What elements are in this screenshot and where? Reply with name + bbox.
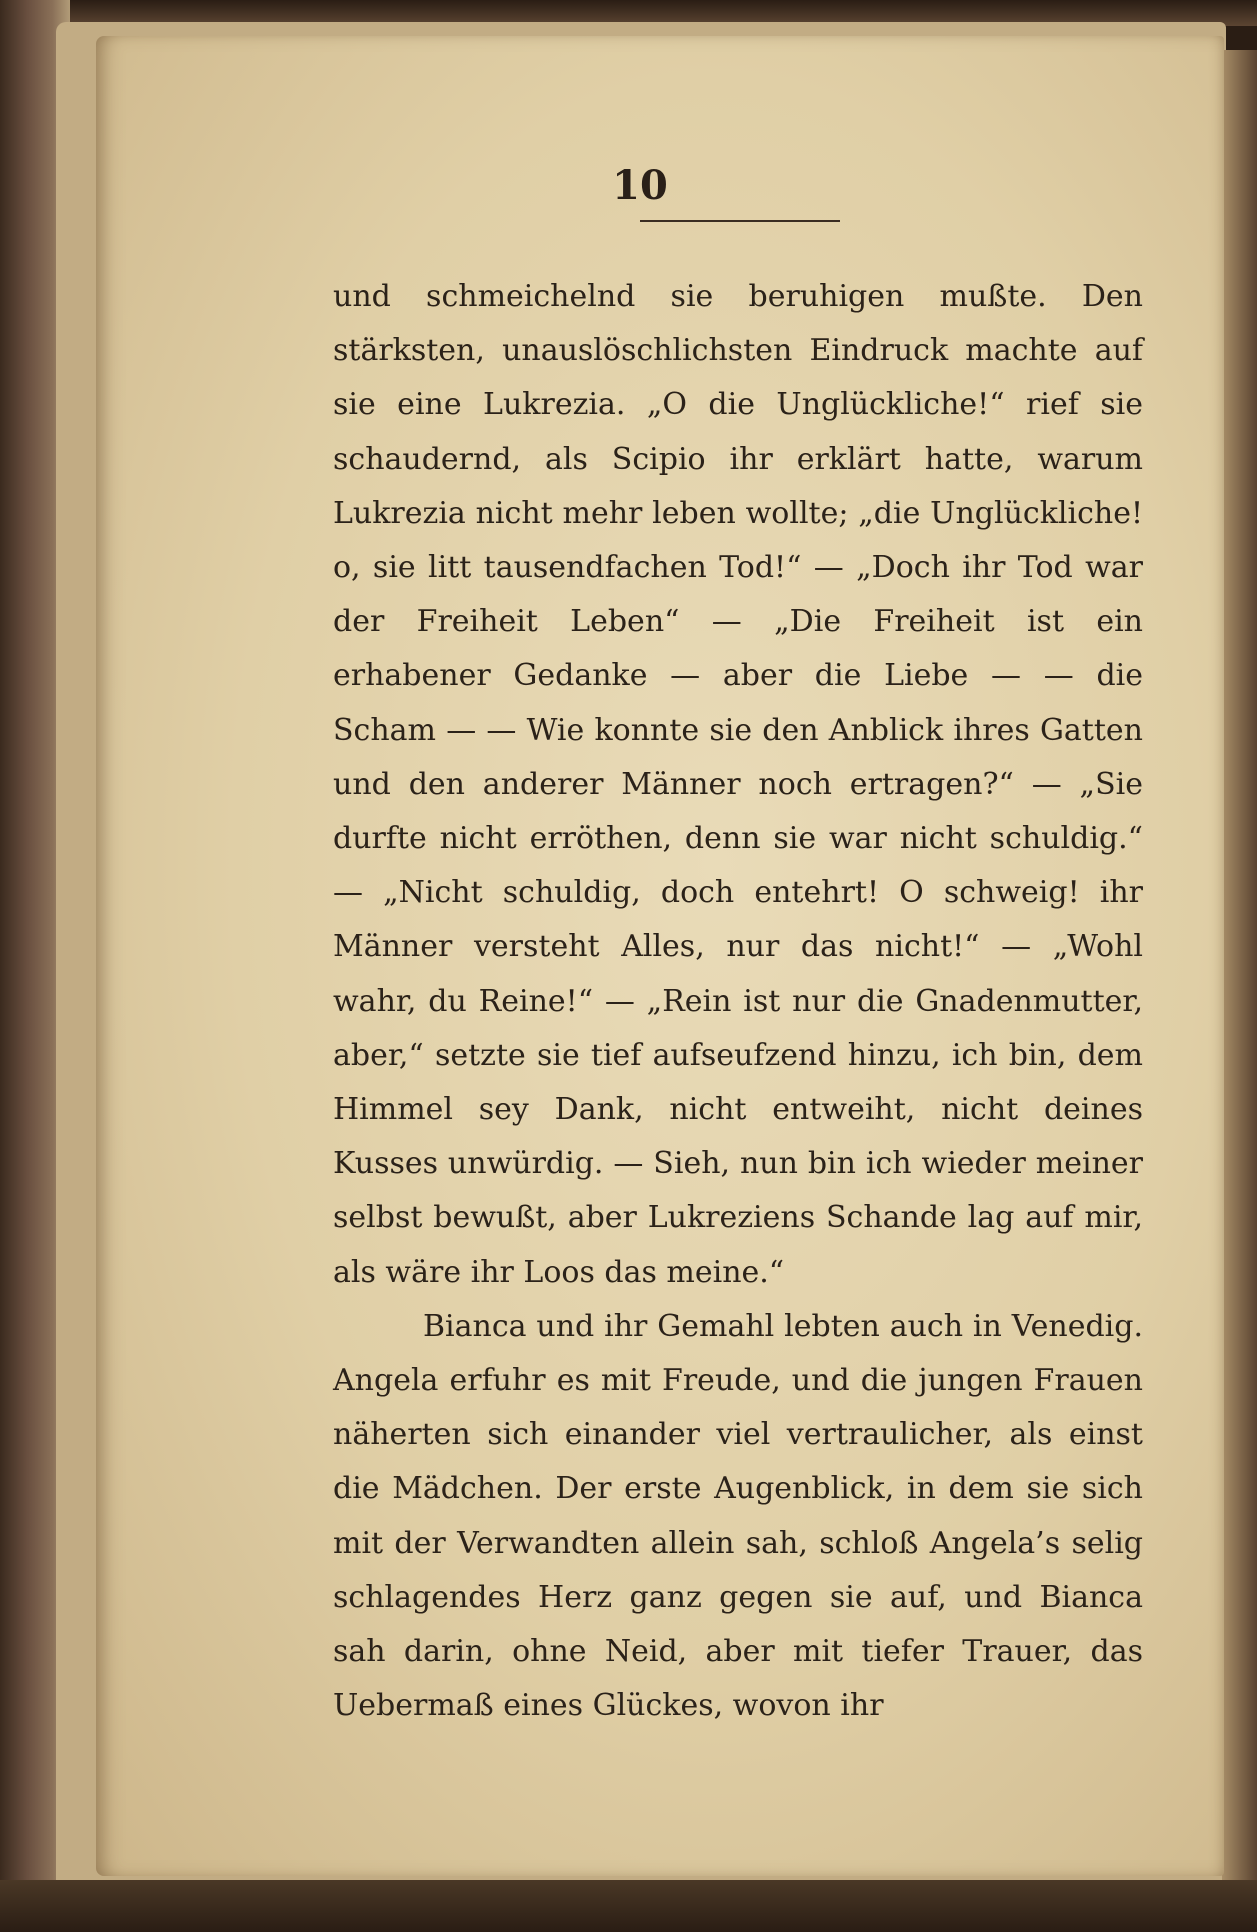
book-cover-bottom — [0, 1880, 1257, 1932]
header-rule — [640, 220, 840, 222]
page-edge-right — [1222, 50, 1257, 1880]
page-number: 10 — [612, 162, 668, 209]
paragraph-2: Bianca und ihr Gemahl lebten auch in Venedig. Angela erfuhr es mit Freude, und die jungen Frauen näherten sich einander viel vertraulicher, als einst die Mädchen. Der erste Augenblick, in dem sie sich mit der Verwandten allein sah, schloß Angela’s selig schlagendes Herz ganz gegen sie auf, und Bianca sah darin, ohne Neid, aber mit tiefer Trauer, das Uebermaß eines Glückes, wovon ihr — [333, 1308, 1143, 1724]
body-text — [333, 270, 1143, 1733]
paragraph-1: und schmeichelnd sie beruhigen mußte. Den stärksten, unauslöschlichsten Eindruck machte auf sie eine Lukrezia. „O die Unglückliche!“ rief sie schaudernd, als Scipio ihr erklärt hatte, warum Lukrezia nicht mehr leben wollte; „die Unglückliche! o, sie litt tausendfachen Tod!“ — „Doch ihr Tod war der Freiheit Leben“ — „Die Freiheit ist ein erhabener Gedanke — aber die Liebe — — die Scham — — Wie konnte sie den Anblick ihres Gatten und den anderer Männer noch ertragen?“ — „Sie durfte nicht erröthen, denn sie war nicht schuldig.“ — „Nicht schuldig, doch entehrt! O schweig! ihr Männer versteht Alles, nur das nicht!“ — „Wohl wahr, du Reine!“ — „Rein ist nur die Gnadenmutter, aber,“ setzte sie tief aufseufzend hinzu, ich bin, dem Himmel sey Dank, nicht entweiht, nicht deines Kusses unwürdig. — Sieh, nun bin ich wieder meiner selbst bewußt, aber Lukreziens Schande lag auf mir, als wäre ihr Loos das meine.“ — [333, 279, 1143, 1290]
